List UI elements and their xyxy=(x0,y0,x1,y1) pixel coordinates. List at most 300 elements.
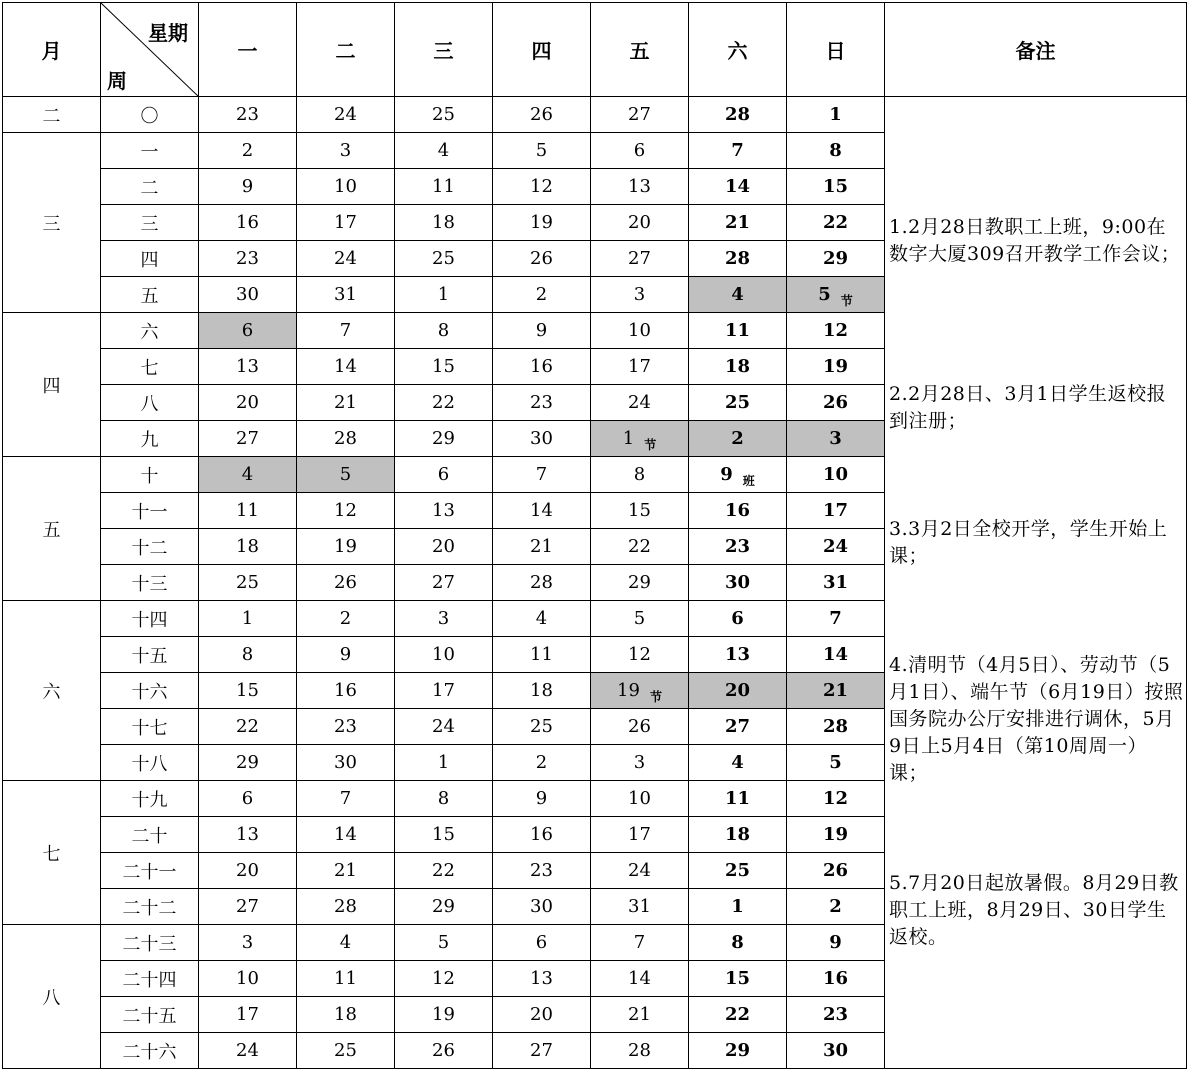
day-number: 14 xyxy=(822,644,849,665)
day-number: 24 xyxy=(628,860,651,881)
day-number: 21 xyxy=(724,212,751,233)
day-number: 8 xyxy=(731,932,744,953)
day-cell-wed xyxy=(395,277,493,313)
day-cell-fri xyxy=(591,673,689,709)
day-cell-wed xyxy=(395,817,493,853)
day-cell-mon xyxy=(199,889,297,925)
day-cell-sat xyxy=(689,709,787,745)
day-cell-thu xyxy=(493,97,591,133)
day-number: 3 xyxy=(241,932,254,953)
day-number: 22 xyxy=(724,1004,751,1025)
day-number: 17 xyxy=(822,500,849,521)
day-cell-mon xyxy=(199,637,297,673)
week-number-cell: 二十六 xyxy=(101,1033,199,1069)
day-number: 8 xyxy=(437,320,450,341)
week-number-cell: 十七 xyxy=(101,709,199,745)
month-cell: 七 xyxy=(3,781,101,925)
day-cell-sat xyxy=(689,1033,787,1069)
day-cell-wed xyxy=(395,961,493,997)
day-cell-thu xyxy=(493,997,591,1033)
day-number: 5 xyxy=(437,932,450,953)
day-cell-sat xyxy=(689,673,787,709)
day-cell-sun xyxy=(787,601,885,637)
weekday-header-label: 星期 xyxy=(148,21,188,45)
day-cell-wed xyxy=(395,529,493,565)
day-cell-fri xyxy=(591,889,689,925)
day-number: 27 xyxy=(530,1040,553,1061)
day-number: 17 xyxy=(236,1004,259,1025)
day-cell-tue xyxy=(297,493,395,529)
day-cell-tue xyxy=(297,925,395,961)
day-number: 29 xyxy=(724,1040,751,1061)
month-cell: 六 xyxy=(3,601,101,781)
day-cell-sat xyxy=(689,421,787,457)
day-number: 20 xyxy=(530,1004,553,1025)
day-number: 3 xyxy=(633,752,646,773)
day-cell-fri xyxy=(591,385,689,421)
day-cell-mon xyxy=(199,709,297,745)
day-number: 18 xyxy=(432,212,455,233)
day-header-tue: 二 xyxy=(297,3,395,97)
day-cell-sat xyxy=(689,997,787,1033)
day-cell-thu xyxy=(493,709,591,745)
day-number: 25 xyxy=(432,104,455,125)
day-number: 8 xyxy=(241,644,254,665)
day-number: 14 xyxy=(530,500,553,521)
day-cell-thu xyxy=(493,817,591,853)
week-number-cell: 六 xyxy=(101,313,199,349)
day-number: 25 xyxy=(432,248,455,269)
day-number: 30 xyxy=(236,284,259,305)
day-cell-fri xyxy=(591,529,689,565)
day-number: 20 xyxy=(724,680,751,701)
day-cell-sun xyxy=(787,169,885,205)
day-mark: 节 xyxy=(649,690,662,704)
day-cell-sun xyxy=(787,277,885,313)
day-number: 13 xyxy=(236,824,259,845)
day-number: 29 xyxy=(822,248,849,269)
day-number: 19 xyxy=(822,356,849,377)
day-number: 29 xyxy=(628,572,651,593)
day-number: 25 xyxy=(724,392,751,413)
day-cell-wed xyxy=(395,421,493,457)
day-cell-thu xyxy=(493,421,591,457)
day-number: 5 xyxy=(633,608,646,629)
day-number: 24 xyxy=(334,248,357,269)
day-number: 7 xyxy=(339,788,352,809)
day-cell-mon xyxy=(199,997,297,1033)
day-number: 7 xyxy=(633,932,646,953)
day-number: 18 xyxy=(334,1004,357,1025)
day-cell-sat xyxy=(689,457,787,493)
week-number-cell: 十一 xyxy=(101,493,199,529)
day-number: 23 xyxy=(236,104,259,125)
day-number: 25 xyxy=(236,572,259,593)
day-number: 27 xyxy=(628,248,651,269)
day-cell-tue xyxy=(297,169,395,205)
day-number: 31 xyxy=(334,284,357,305)
week-number-cell: 二十二 xyxy=(101,889,199,925)
day-cell-tue xyxy=(297,889,395,925)
day-cell-wed xyxy=(395,709,493,745)
day-number: 20 xyxy=(236,860,259,881)
day-cell-fri xyxy=(591,493,689,529)
day-cell-mon xyxy=(199,349,297,385)
day-cell-sat xyxy=(689,889,787,925)
day-cell-tue xyxy=(297,1033,395,1069)
day-number: 15 xyxy=(236,680,259,701)
week-number-cell: 二十一 xyxy=(101,853,199,889)
day-number: 4 xyxy=(535,608,548,629)
week-number-cell: 十八 xyxy=(101,745,199,781)
day-cell-thu xyxy=(493,637,591,673)
day-number: 28 xyxy=(334,428,357,449)
day-cell-tue xyxy=(297,997,395,1033)
day-cell-thu xyxy=(493,781,591,817)
day-cell-fri xyxy=(591,709,689,745)
day-cell-fri xyxy=(591,997,689,1033)
day-number: 22 xyxy=(432,860,455,881)
day-cell-sun xyxy=(787,457,885,493)
week-number-cell: 一 xyxy=(101,133,199,169)
day-cell-tue xyxy=(297,817,395,853)
day-cell-sat xyxy=(689,241,787,277)
day-number: 12 xyxy=(334,500,357,521)
day-cell-sat xyxy=(689,853,787,889)
day-number: 23 xyxy=(530,860,553,881)
school-calendar-table xyxy=(2,2,1187,1069)
day-cell-tue xyxy=(297,529,395,565)
day-cell-tue xyxy=(297,205,395,241)
day-number: 15 xyxy=(432,356,455,377)
day-number: 17 xyxy=(628,356,651,377)
day-cell-fri xyxy=(591,349,689,385)
week-header-label: 周 xyxy=(107,69,127,93)
day-cell-fri xyxy=(591,241,689,277)
day-number: 17 xyxy=(334,212,357,233)
day-number: 26 xyxy=(334,572,357,593)
day-cell-thu xyxy=(493,241,591,277)
day-number: 16 xyxy=(822,968,849,989)
week-number-cell: 十三 xyxy=(101,565,199,601)
day-cell-wed xyxy=(395,169,493,205)
day-cell-fri xyxy=(591,277,689,313)
day-number: 9 xyxy=(720,464,733,485)
day-number: 27 xyxy=(236,428,259,449)
day-number: 22 xyxy=(628,536,651,557)
day-cell-sun xyxy=(787,637,885,673)
day-cell-mon xyxy=(199,385,297,421)
day-number: 18 xyxy=(236,536,259,557)
day-number: 21 xyxy=(334,392,357,413)
month-cell: 五 xyxy=(3,457,101,601)
day-cell-mon xyxy=(199,133,297,169)
day-number: 4 xyxy=(437,140,450,161)
day-cell-mon xyxy=(199,781,297,817)
day-cell-mon xyxy=(199,277,297,313)
day-number: 12 xyxy=(628,644,651,665)
day-cell-wed xyxy=(395,205,493,241)
week-number-cell: 二十五 xyxy=(101,997,199,1033)
day-cell-sun xyxy=(787,97,885,133)
day-number: 6 xyxy=(535,932,548,953)
day-cell-thu xyxy=(493,853,591,889)
day-cell-wed xyxy=(395,385,493,421)
day-cell-sun xyxy=(787,241,885,277)
week-number-cell: 五 xyxy=(101,277,199,313)
day-cell-thu xyxy=(493,385,591,421)
day-cell-wed xyxy=(395,97,493,133)
day-cell-fri xyxy=(591,205,689,241)
week-number-cell: 十五 xyxy=(101,637,199,673)
day-cell-mon xyxy=(199,241,297,277)
day-cell-wed xyxy=(395,1033,493,1069)
day-number: 27 xyxy=(724,716,751,737)
day-cell-fri xyxy=(591,853,689,889)
day-mark: 班 xyxy=(742,474,755,488)
day-number: 21 xyxy=(628,1004,651,1025)
day-cell-sun xyxy=(787,529,885,565)
day-number: 13 xyxy=(236,356,259,377)
day-number: 26 xyxy=(822,860,849,881)
day-number: 8 xyxy=(633,464,646,485)
day-number: 28 xyxy=(822,716,849,737)
day-number: 12 xyxy=(822,788,849,809)
day-cell-sat xyxy=(689,277,787,313)
day-cell-thu xyxy=(493,313,591,349)
day-cell-sun xyxy=(787,961,885,997)
day-number: 1 xyxy=(829,104,842,125)
day-cell-wed xyxy=(395,745,493,781)
day-cell-thu xyxy=(493,457,591,493)
week-number-cell: 九 xyxy=(101,421,199,457)
day-number: 10 xyxy=(334,176,357,197)
week-number-cell: 二十 xyxy=(101,817,199,853)
day-header-sun: 日 xyxy=(787,3,885,97)
day-cell-thu xyxy=(493,169,591,205)
day-cell-thu xyxy=(493,745,591,781)
day-header-wed: 三 xyxy=(395,3,493,97)
day-number: 30 xyxy=(530,896,553,917)
day-number: 1 xyxy=(437,284,450,305)
day-cell-sun xyxy=(787,1033,885,1069)
day-number: 14 xyxy=(334,824,357,845)
day-number: 2 xyxy=(339,608,352,629)
day-number: 12 xyxy=(822,320,849,341)
day-cell-mon xyxy=(199,205,297,241)
day-cell-tue xyxy=(297,853,395,889)
header-row xyxy=(3,3,1187,97)
day-cell-thu xyxy=(493,1033,591,1069)
day-number: 2 xyxy=(731,428,744,449)
day-cell-tue xyxy=(297,133,395,169)
week-number-cell: 二 xyxy=(101,169,199,205)
note-item: 5.7月20日起放暑假。8月29日教职工上班，8月29日、30日学生返校。 xyxy=(889,872,1179,948)
day-cell-thu xyxy=(493,205,591,241)
day-number: 21 xyxy=(822,680,849,701)
day-cell-sat xyxy=(689,97,787,133)
day-cell-tue xyxy=(297,961,395,997)
day-cell-fri xyxy=(591,817,689,853)
week-number-cell: 二十三 xyxy=(101,925,199,961)
day-number: 9 xyxy=(535,320,548,341)
day-number: 17 xyxy=(432,680,455,701)
day-number: 30 xyxy=(334,752,357,773)
day-cell-wed xyxy=(395,637,493,673)
day-cell-thu xyxy=(493,349,591,385)
day-number: 29 xyxy=(236,752,259,773)
day-cell-fri xyxy=(591,1033,689,1069)
notes-header: 备注 xyxy=(885,3,1187,97)
day-number: 16 xyxy=(236,212,259,233)
day-number: 24 xyxy=(628,392,651,413)
week-weekday-header xyxy=(101,3,199,97)
day-cell-sat xyxy=(689,205,787,241)
day-cell-sat xyxy=(689,493,787,529)
day-number: 15 xyxy=(628,500,651,521)
day-number: 11 xyxy=(724,320,751,341)
day-number: 11 xyxy=(724,788,751,809)
day-cell-mon xyxy=(199,817,297,853)
day-number: 17 xyxy=(628,824,651,845)
day-number: 29 xyxy=(432,896,455,917)
day-cell-fri xyxy=(591,421,689,457)
day-cell-wed xyxy=(395,565,493,601)
day-number: 15 xyxy=(822,176,849,197)
day-number: 16 xyxy=(334,680,357,701)
day-cell-mon xyxy=(199,925,297,961)
week-row xyxy=(3,97,1187,133)
day-number: 30 xyxy=(530,428,553,449)
day-cell-wed xyxy=(395,313,493,349)
day-cell-thu xyxy=(493,925,591,961)
day-number: 30 xyxy=(822,1040,849,1061)
day-cell-tue xyxy=(297,349,395,385)
day-cell-wed xyxy=(395,925,493,961)
day-number: 29 xyxy=(432,428,455,449)
day-mark: 节 xyxy=(840,294,853,308)
day-cell-fri xyxy=(591,97,689,133)
day-cell-sun xyxy=(787,673,885,709)
day-cell-mon xyxy=(199,1033,297,1069)
day-number: 14 xyxy=(334,356,357,377)
day-number: 11 xyxy=(236,500,259,521)
day-cell-sat xyxy=(689,601,787,637)
day-number: 8 xyxy=(829,140,842,161)
day-number: 11 xyxy=(432,176,455,197)
day-number: 28 xyxy=(530,572,553,593)
day-cell-sat xyxy=(689,529,787,565)
day-number: 10 xyxy=(236,968,259,989)
day-number: 25 xyxy=(530,716,553,737)
day-cell-wed xyxy=(395,853,493,889)
day-number: 31 xyxy=(822,572,849,593)
day-number: 12 xyxy=(432,968,455,989)
day-cell-fri xyxy=(591,637,689,673)
day-number: 11 xyxy=(334,968,357,989)
day-cell-mon xyxy=(199,97,297,133)
day-cell-tue xyxy=(297,241,395,277)
day-number: 14 xyxy=(628,968,651,989)
day-number: 9 xyxy=(241,176,254,197)
day-cell-wed xyxy=(395,241,493,277)
day-cell-sat xyxy=(689,925,787,961)
day-cell-sun xyxy=(787,385,885,421)
day-cell-sat xyxy=(689,133,787,169)
week-number-cell: 十 xyxy=(101,457,199,493)
day-number: 28 xyxy=(724,248,751,269)
day-cell-sun xyxy=(787,781,885,817)
note-item: 4.清明节（4月5日）、劳动节（5月1日）、端午节（6月19日）按照国务院办公厅安排进行调休，5月9日上5月4日（第10周周一）课； xyxy=(889,654,1184,784)
day-cell-fri xyxy=(591,601,689,637)
day-cell-wed xyxy=(395,997,493,1033)
day-number: 19 xyxy=(822,824,849,845)
week-number-cell: 十九 xyxy=(101,781,199,817)
day-cell-tue xyxy=(297,709,395,745)
day-number: 9 xyxy=(535,788,548,809)
day-cell-sun xyxy=(787,925,885,961)
day-number: 8 xyxy=(437,788,450,809)
day-cell-wed xyxy=(395,349,493,385)
day-number: 3 xyxy=(437,608,450,629)
day-cell-tue xyxy=(297,421,395,457)
day-cell-thu xyxy=(493,601,591,637)
week-number-cell: 四 xyxy=(101,241,199,277)
day-number: 20 xyxy=(432,536,455,557)
day-number: 6 xyxy=(437,464,450,485)
day-cell-tue xyxy=(297,97,395,133)
day-cell-mon xyxy=(199,961,297,997)
day-cell-tue xyxy=(297,385,395,421)
day-cell-tue xyxy=(297,457,395,493)
day-cell-thu xyxy=(493,133,591,169)
day-number: 7 xyxy=(731,140,744,161)
day-cell-sat xyxy=(689,565,787,601)
day-cell-sat xyxy=(689,313,787,349)
day-cell-sun xyxy=(787,889,885,925)
day-cell-sun xyxy=(787,313,885,349)
day-cell-fri xyxy=(591,133,689,169)
day-cell-tue xyxy=(297,601,395,637)
day-cell-thu xyxy=(493,961,591,997)
day-cell-thu xyxy=(493,529,591,565)
day-cell-thu xyxy=(493,889,591,925)
day-number: 30 xyxy=(724,572,751,593)
day-number: 3 xyxy=(633,284,646,305)
day-cell-sun xyxy=(787,997,885,1033)
day-number: 16 xyxy=(724,500,751,521)
day-cell-sun xyxy=(787,709,885,745)
day-cell-sun xyxy=(787,853,885,889)
day-number: 26 xyxy=(628,716,651,737)
day-number: 6 xyxy=(731,608,744,629)
day-cell-tue xyxy=(297,313,395,349)
day-cell-thu xyxy=(493,673,591,709)
day-cell-thu xyxy=(493,565,591,601)
day-number: 5 xyxy=(818,284,831,305)
day-cell-fri xyxy=(591,781,689,817)
day-cell-sat xyxy=(689,781,787,817)
day-cell-mon xyxy=(199,745,297,781)
day-number: 15 xyxy=(432,824,455,845)
day-cell-sun xyxy=(787,493,885,529)
day-cell-tue xyxy=(297,745,395,781)
day-number: 3 xyxy=(829,428,842,449)
day-number: 9 xyxy=(829,932,842,953)
day-number: 21 xyxy=(530,536,553,557)
week-number-cell: 八 xyxy=(101,385,199,421)
day-cell-sat xyxy=(689,169,787,205)
